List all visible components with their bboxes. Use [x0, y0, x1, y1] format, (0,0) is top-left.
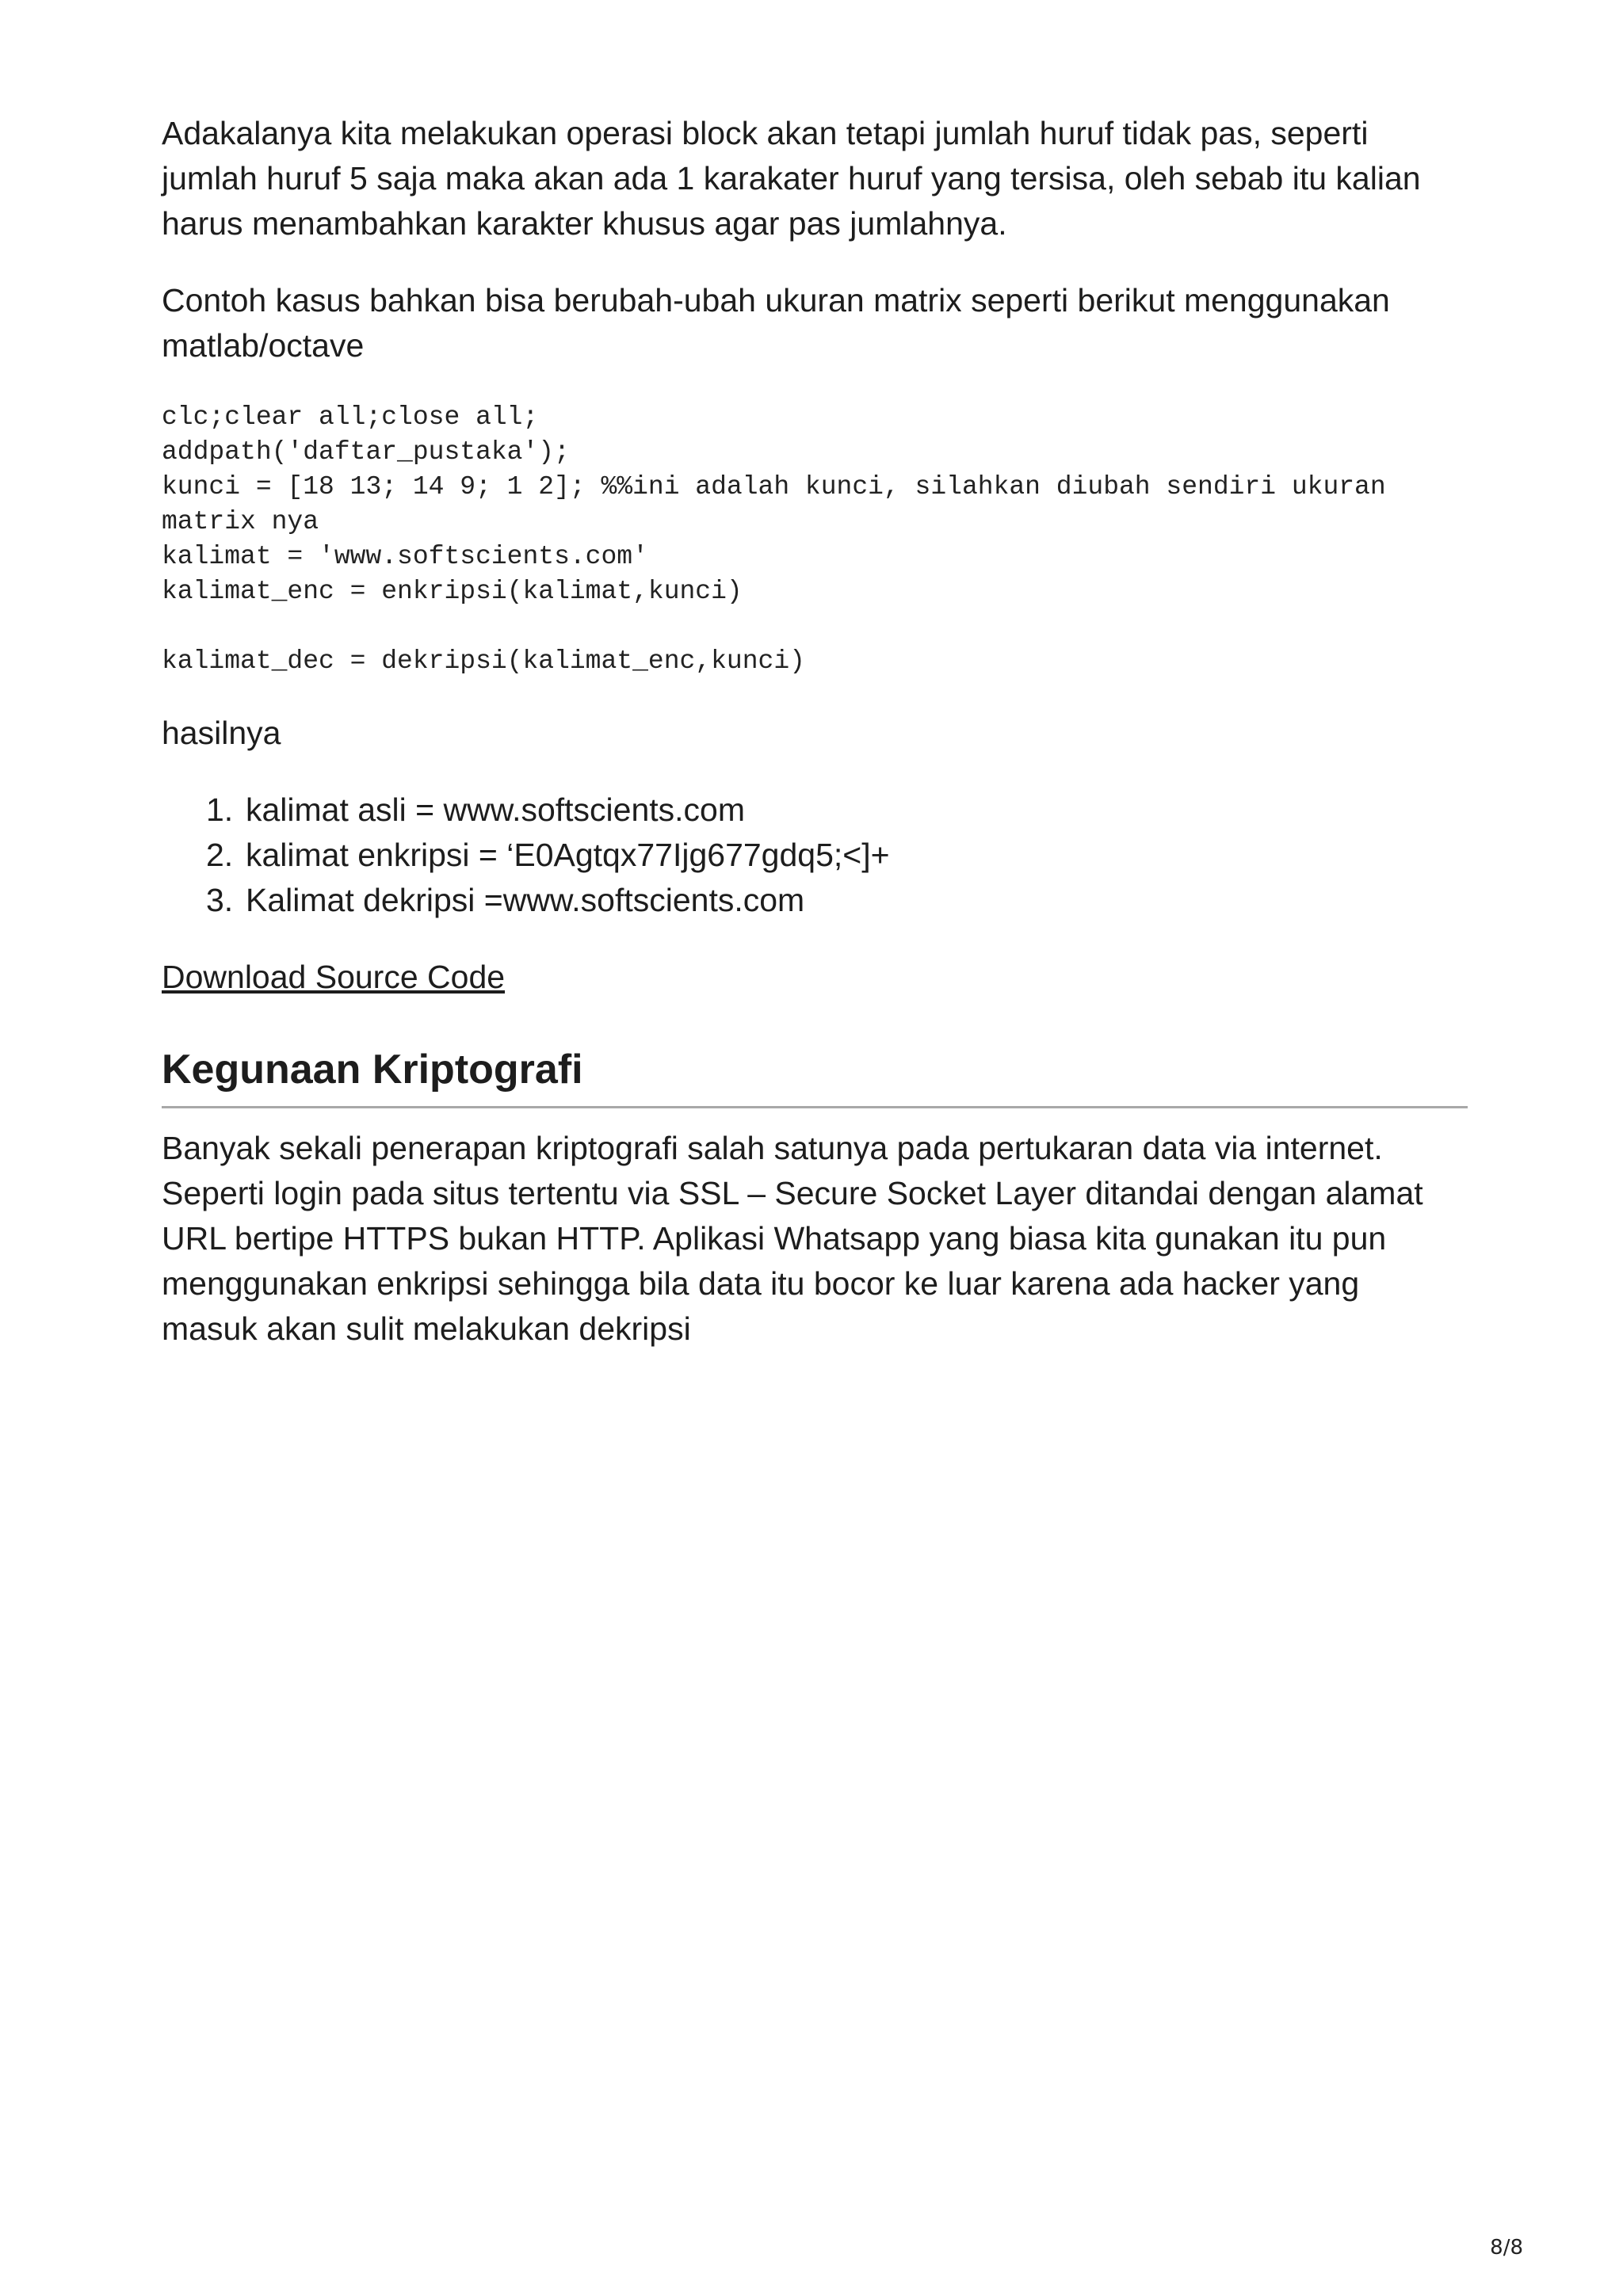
list-item-number: 3.	[206, 882, 234, 918]
intro-paragraph: Adakalanya kita melakukan operasi block akan tetapi jumlah huruf tidak pas, seperti jumlah huruf 5 saja maka akan ada 1 karakater huruf yang tersisa, oleh sebab itu kalian harus menambahkan karakter khusus agar pas jumlahnya.	[162, 115, 1421, 242]
example-paragraph: Contoh kasus bahkan bisa berubah-ubah ukuran matrix seperti berikut menggunakan matlab/octave	[162, 282, 1390, 364]
list-item-text: kalimat enkripsi = ‘E0Agtqx77Ijg677gdq5;<]+	[246, 837, 890, 873]
list-item	[206, 788, 1468, 833]
list-item	[206, 833, 1468, 878]
download-source-code-link[interactable]: Download Source Code	[162, 959, 506, 995]
section-heading: Kegunaan Kriptografi	[162, 1044, 1468, 1108]
page-number: 8/8	[1490, 2236, 1523, 2260]
code-block: clc;clear all;close all; addpath('daftar_pustaka'); kunci = [18 13; 14 9; 1 2]; %%ini adalah kunci, silahkan diubah sendiri ukuran matrix nya kalimat = 'www.softscients.com' kalimat_enc = enkripsi(kalimat,kunci) kalimat_dec = dekripsi(kalimat_enc,kunci)	[162, 402, 1386, 676]
list-item-number: 1.	[206, 791, 234, 828]
document-page	[162, 111, 1468, 1383]
list-item-text: Kalimat dekripsi =www.softscients.com	[246, 882, 805, 918]
result-list	[162, 788, 1468, 923]
list-item-text: kalimat asli = www.softscients.com	[246, 791, 745, 828]
list-item-number: 2.	[206, 837, 234, 873]
result-label: hasilnya	[162, 715, 281, 751]
section-paragraph: Banyak sekali penerapan kriptografi salah satunya pada pertukaran data via internet. Seperti login pada situs tertentu via SSL – Secure Socket Layer ditandai dengan alamat URL bertipe HTTPS bukan HTTP. Aplikasi Whatsapp yang biasa kita gunakan itu pun menggunakan enkripsi sehingga bila data itu bocor ke luar karena ada hacker yang masuk akan sulit melakukan dekripsi	[162, 1130, 1423, 1347]
list-item	[206, 878, 1468, 923]
